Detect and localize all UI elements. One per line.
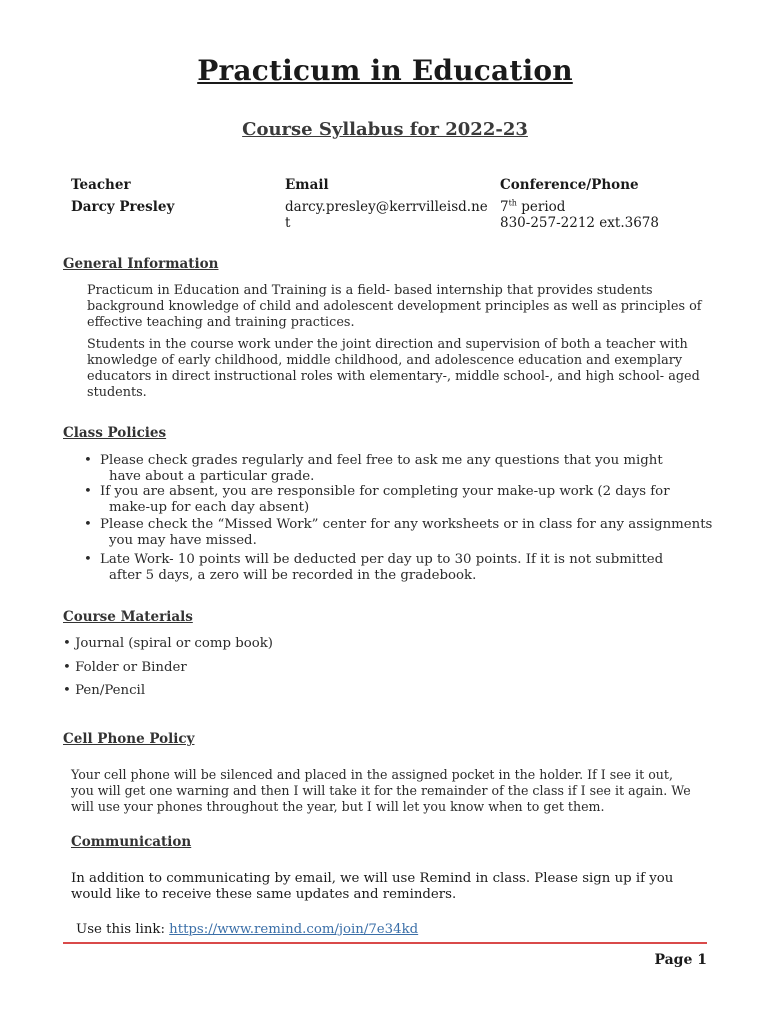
period-text: period: [516, 199, 566, 215]
material-item: • Journal (spiral or comp book): [63, 636, 273, 651]
conference-period: [500, 199, 659, 215]
policy-line-2: after 5 days, a zero will be recorded in the gradebook.: [109, 567, 477, 583]
remind-join-link[interactable]: https://www.remind.com/join/7e34kd: [169, 922, 419, 937]
cell-phone-policy-text: [71, 767, 711, 815]
paragraph-line: background knowledge of child and adolescent development principles as well as principles of: [87, 299, 702, 314]
bullet-icon: •: [84, 453, 92, 468]
class-policies-heading: Class Policies: [63, 425, 167, 441]
policy-line-2: make-up for each day absent): [109, 499, 310, 515]
document-title: Practicum in Education: [197, 54, 573, 87]
paragraph-line: will use your phones throughout the year, but I will let you know when to get them.: [71, 799, 605, 814]
paragraph-line: Your cell phone will be silenced and placed in the assigned pocket in the holder. If I see it out,: [71, 767, 673, 782]
paragraph-line: Students in the course work under the joint direction and supervision of both a teacher with: [87, 337, 688, 352]
paragraph-line: educators in direct instructional roles with elementary-, middle school-, and high school- aged: [87, 369, 700, 384]
footer-divider: [63, 942, 707, 944]
policy-line-1: If you are absent, you are responsible for completing your make-up work (2 days for: [100, 484, 670, 499]
course-materials-heading: Course Materials: [63, 609, 193, 625]
general-information-paragraph-1: [87, 283, 707, 331]
email-line-2: t: [285, 215, 291, 231]
bullet-icon: •: [84, 484, 92, 499]
paragraph-line: students.: [87, 385, 147, 400]
bullet-icon: •: [84, 552, 92, 567]
general-information-paragraph-2: [87, 337, 707, 401]
policy-item: [84, 517, 714, 548]
email-line-1: darcy.presley@kerrvilleisd.ne: [285, 199, 488, 215]
policy-item: [84, 484, 714, 515]
remind-link-line: [76, 922, 418, 937]
policy-item: [84, 453, 714, 484]
paragraph-line: you will get one warning and then I will take it for the remainder of the class if I see it again. We: [71, 783, 691, 798]
teacher-email[interactable]: [285, 199, 490, 231]
policy-line-2: you may have missed.: [109, 532, 257, 548]
material-item: • Folder or Binder: [63, 660, 187, 675]
teacher-name: Darcy Presley: [71, 199, 175, 215]
bullet-icon: •: [84, 517, 92, 532]
period-number: 7: [500, 199, 509, 215]
policy-line-1: Please check grades regularly and feel free to ask me any questions that you might: [100, 453, 663, 468]
conference-phone-cell: [500, 199, 659, 231]
policy-item: [84, 552, 714, 583]
link-prefix: Use this link:: [76, 922, 170, 937]
header-teacher: Teacher: [71, 177, 131, 193]
communication-text: [71, 871, 711, 903]
communication-heading: Communication: [71, 834, 192, 850]
paragraph-line: Practicum in Education and Training is a field- based internship that provides students: [87, 283, 653, 298]
header-conference-phone: Conference/Phone: [500, 177, 639, 193]
paragraph-line: would like to receive these same updates and reminders.: [71, 887, 457, 902]
period-superscript: th: [508, 198, 517, 208]
header-email: Email: [285, 177, 329, 193]
cell-phone-policy-heading: Cell Phone Policy: [63, 731, 195, 747]
document-subtitle: Course Syllabus for 2022-23: [242, 119, 528, 140]
material-item: • Pen/Pencil: [63, 683, 146, 698]
paragraph-line: knowledge of early childhood, middle childhood, and adolescence education and exemplary: [87, 353, 683, 368]
policy-line-1: Please check the “Missed Work” center for any worksheets or in class for any assignments: [100, 517, 713, 532]
phone-number: 830-257-2212 ext.3678: [500, 215, 659, 231]
page-number: Page 1: [654, 952, 707, 968]
policy-line-1: Late Work- 10 points will be deducted per day up to 30 points. If it is not submitted: [100, 552, 664, 567]
paragraph-line: effective teaching and training practices.: [87, 315, 355, 330]
paragraph-line: In addition to communicating by email, we will use Remind in class. Please sign up if you: [71, 871, 674, 886]
policy-line-2: have about a particular grade.: [109, 468, 315, 484]
general-information-heading: General Information: [63, 256, 219, 272]
